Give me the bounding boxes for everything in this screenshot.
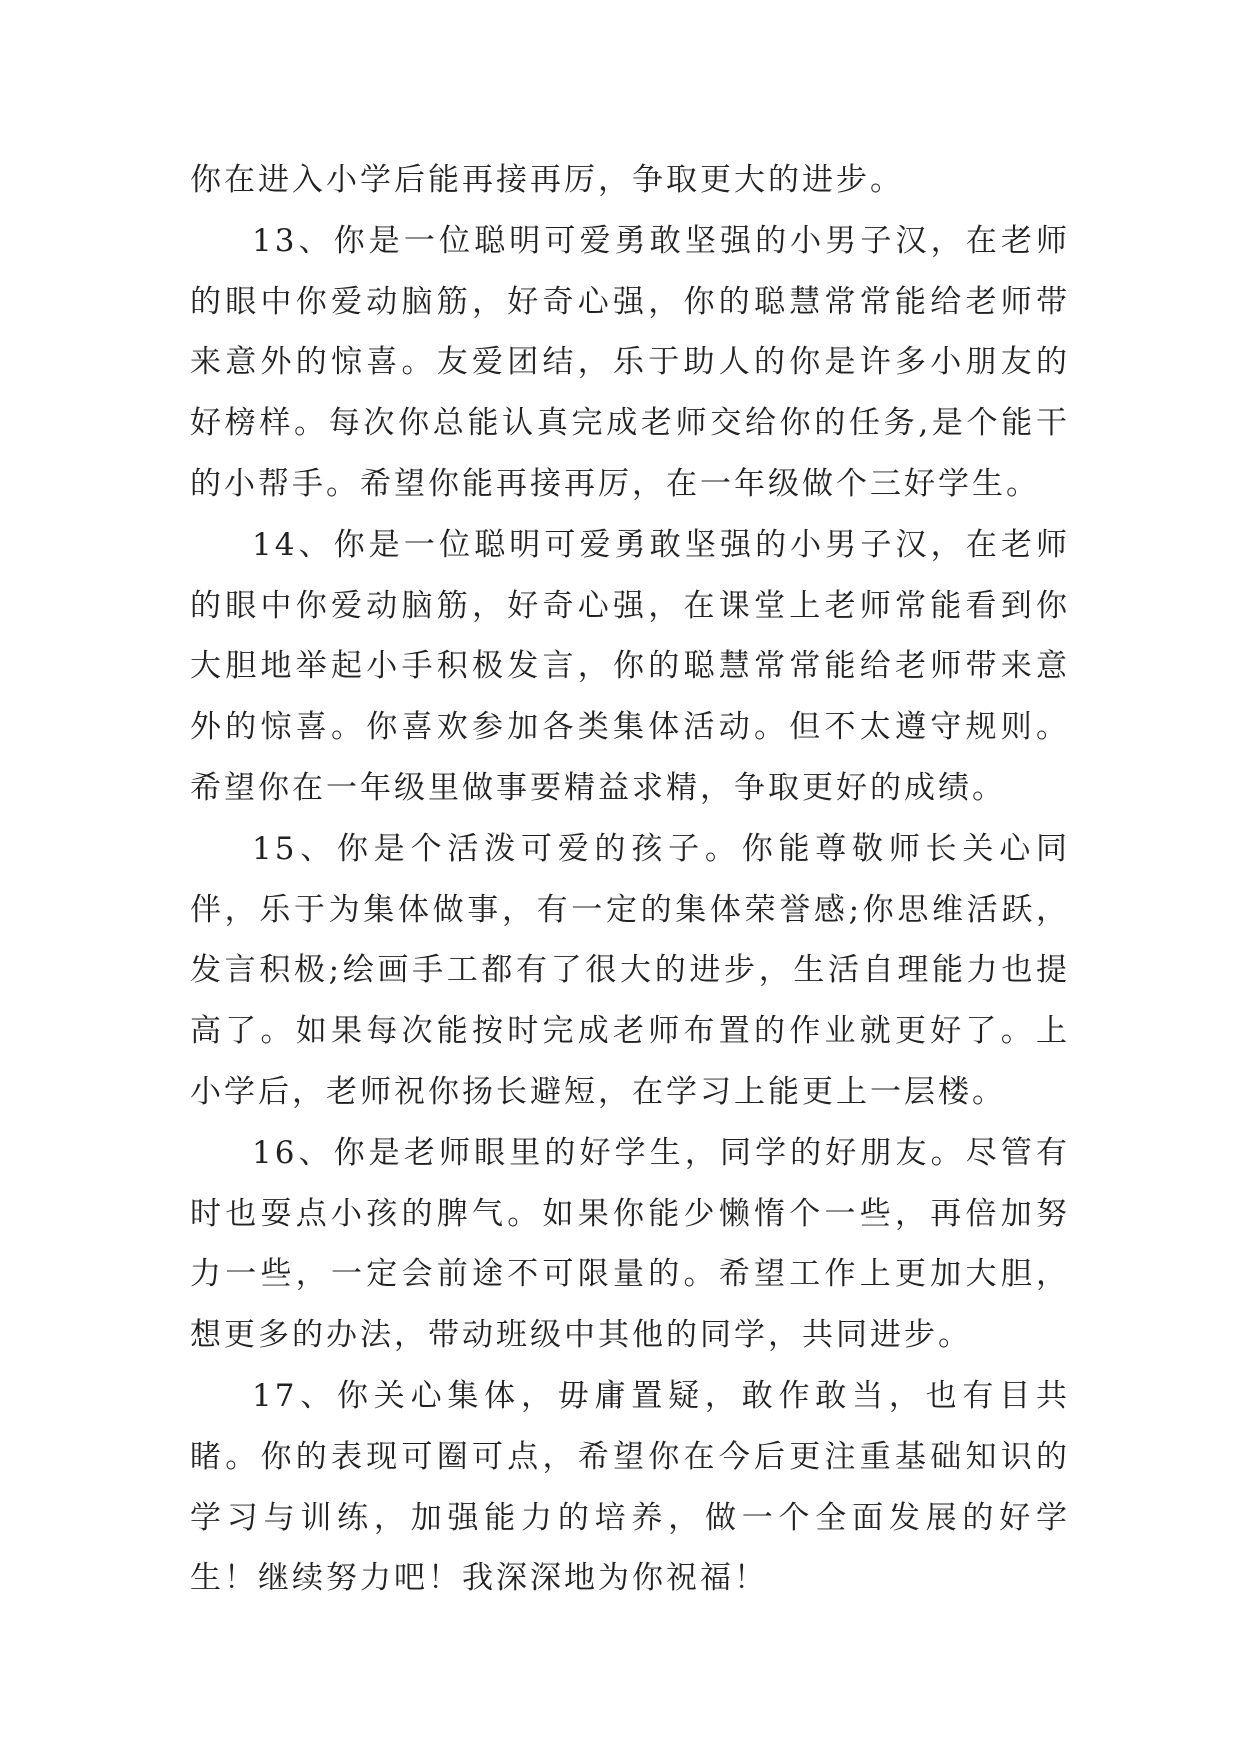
paragraph-16: 16、你是老师眼里的好学生，同学的好朋友。尽管有时也耍点小孩的脾气。如果你能少懒惰个一些，再倍加努力一些，一定会前途不可限量的。希望工作上更加大胆，想更多的办法，带动班级中其他的同学，共同进步。 — [190, 1134, 1070, 1354]
paragraph-15: 15、你是个活泼可爱的孩子。你能尊敬师长关心同伴，乐于为集体做事，有一定的集体荣誉感;你思维活跃，发言积极;绘画手工都有了很大的进步，生活自理能力也提高了。如果每次能按时完成老师布置的作业就更好了。上小学后，老师祝你扬长避短，在学习上能更上一层楼。 — [190, 830, 1070, 1110]
paragraph-14: 14、你是一位聪明可爱勇敢坚强的小男子汉，在老师的眼中你爱动脑筋，好奇心强，在课堂上老师常能看到你大胆地举起小手积极发言，你的聪慧常常能给老师带来意外的惊喜。你喜欢参加各类集体活动。但不太遵守规则。希望你在一年级里做事要精益求精，争取更好的成绩。 — [190, 526, 1070, 806]
paragraph-17: 17、你关心集体，毋庸置疑，敢作敢当，也有目共睹。你的表现可圈可点，希望你在今后更注重基础知识的学习与训练，加强能力的培养，做一个全面发展的好学生！继续努力吧！我深深地为你祝福！ — [190, 1377, 1070, 1597]
paragraph-13: 13、你是一位聪明可爱勇敢坚强的小男子汉，在老师的眼中你爱动脑筋，好奇心强，你的聪慧常常能给老师带来意外的惊喜。友爱团结，乐于助人的你是许多小朋友的好榜样。每次你总能认真完成老师交给你的任务,是个能干的小帮手。希望你能再接再厉，在一年级做个三好学生。 — [190, 222, 1070, 502]
document-body — [190, 150, 1070, 1609]
paragraph-continuation: 你在进入小学后能再接再厉，争取更大的进步。 — [190, 162, 904, 198]
